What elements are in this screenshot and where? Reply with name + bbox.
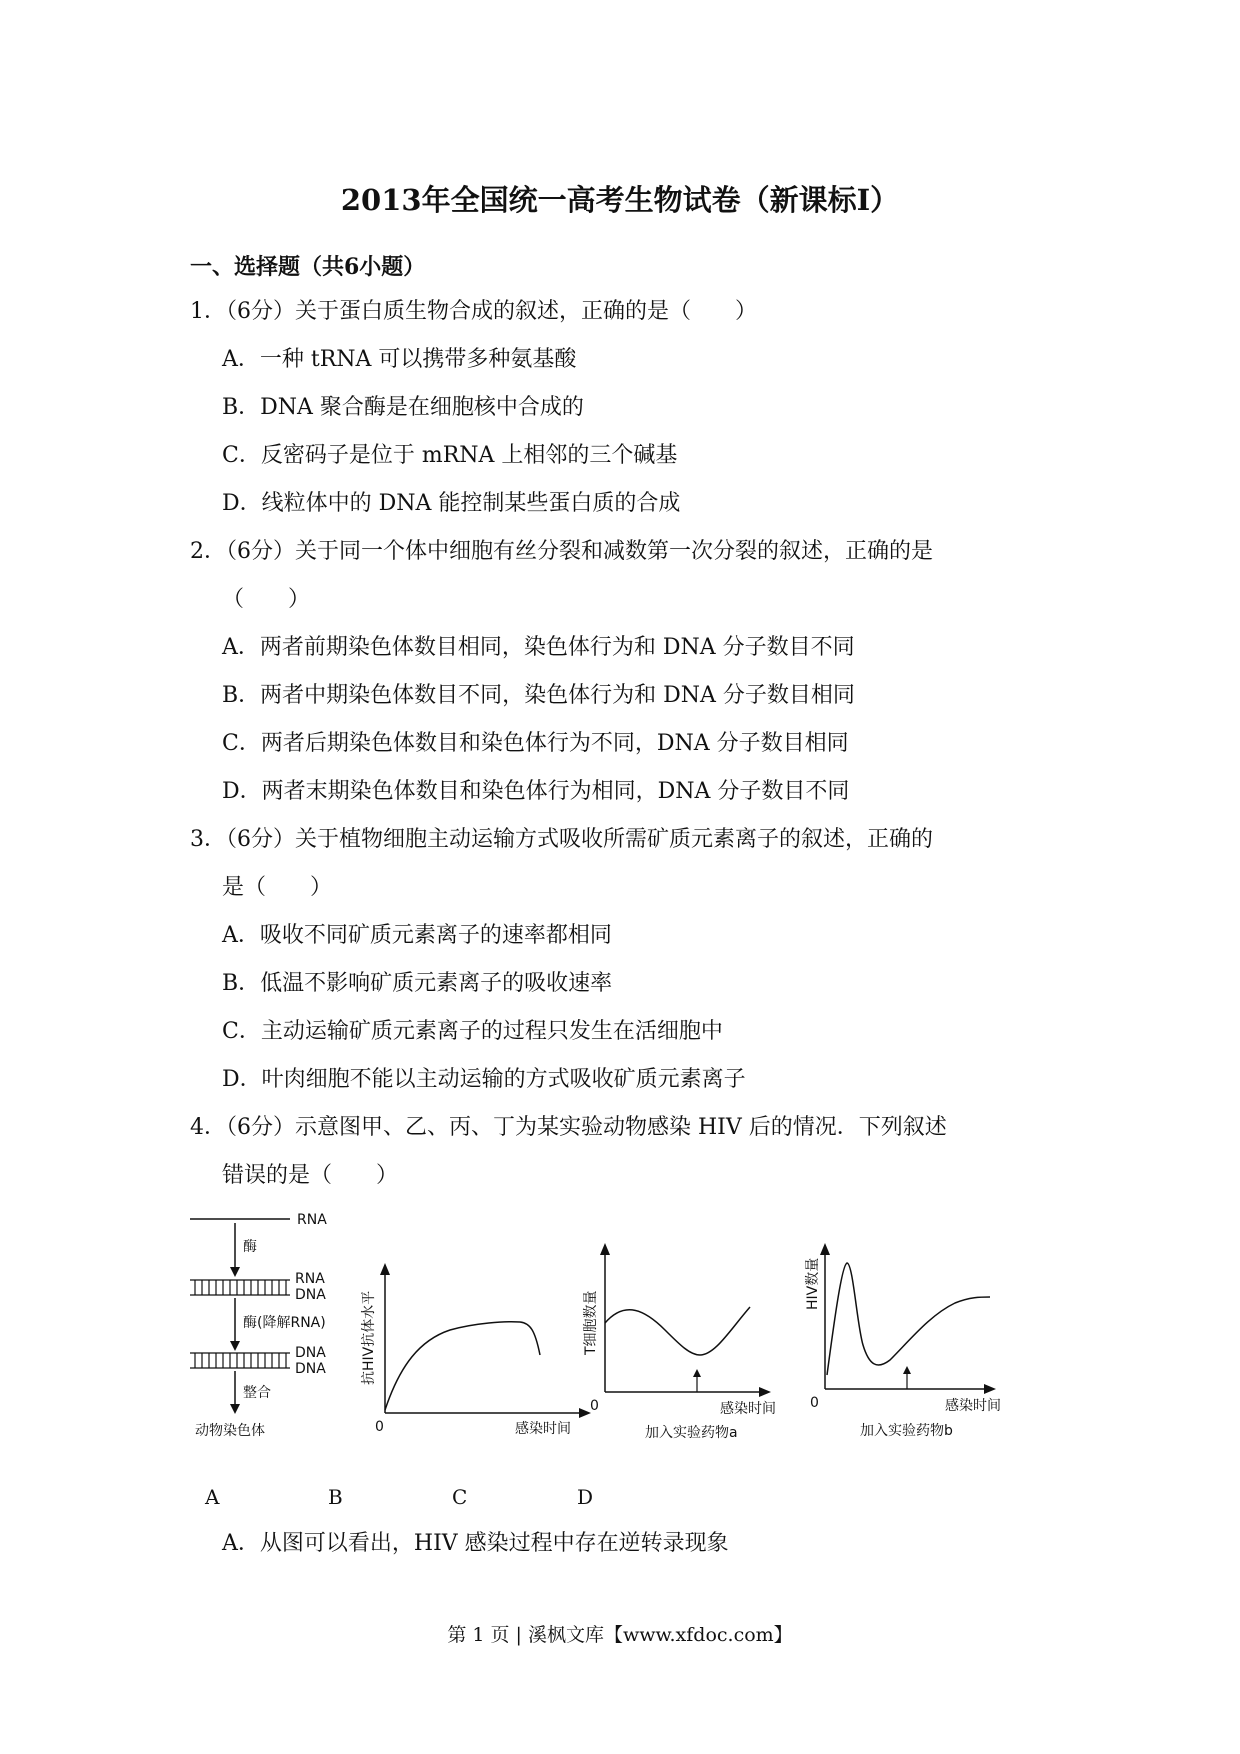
page-footer: 第 1 页 | 溪枫文库【www.xfdoc.com】 (447, 1624, 793, 1646)
question-3-option-d: D．叶肉细胞不能以主动运输的方式吸收矿质元素离子 (222, 1067, 746, 1092)
question-4-option-a: A．从图可以看出，HIV 感染过程中存在逆转录现象 (222, 1531, 729, 1556)
figure-b-chart (360, 1263, 591, 1437)
dna-double-strand (190, 1353, 290, 1368)
question-3-stem: 3．（6分）关于植物细胞主动运输方式吸收所需矿质元素离子的叙述，正确的 (190, 827, 933, 852)
question-2-stem: 2．（6分）关于同一个体中细胞有丝分裂和减数第一次分裂的叙述，正确的是 (190, 539, 933, 564)
figure-a-rna-strand-label: RNA (295, 1271, 325, 1287)
question-1-option-a: A．一种 tRNA 可以携带多种氨基酸 (222, 347, 577, 372)
arrow-down-icon (230, 1267, 240, 1277)
figure-d-origin: 0 (810, 1395, 819, 1411)
figure-d-chart (804, 1243, 1001, 1439)
axis-arrow-icon (759, 1387, 771, 1397)
hiv-figures (185, 1205, 1055, 1465)
axis-arrow-icon (380, 1263, 390, 1275)
figure-c-chart (582, 1243, 776, 1441)
figure-a-diagram (190, 1212, 327, 1439)
figure-a-dna-strand-label: DNA (295, 1287, 326, 1303)
figure-a-enzyme-label: 酶 (243, 1239, 257, 1255)
question-2-option-b: B．两者中期染色体数目不同，染色体行为和 DNA 分子数目相同 (222, 683, 855, 708)
figure-a-chromosome-label: 动物染色体 (195, 1423, 265, 1439)
figure-a-dna-strand-label-3: DNA (295, 1361, 326, 1377)
question-4-stem-cont: 错误的是（ ） (222, 1163, 399, 1188)
question-3-stem-cont: 是（ ） (222, 875, 333, 900)
figure-c-origin: 0 (590, 1398, 599, 1414)
figure-label-a: A (205, 1485, 220, 1509)
question-3-option-b: B．低温不影响矿质元素离子的吸收速率 (222, 971, 613, 996)
figure-c-note: 加入实验药物a (645, 1425, 738, 1441)
figure-a-integrate-label: 整合 (243, 1385, 271, 1401)
question-2-option-d: D．两者末期染色体数目和染色体行为相同，DNA 分子数目不同 (222, 779, 850, 804)
section-heading: 一、选择题（共6小题） (190, 254, 426, 280)
question-1-option-d: D．线粒体中的 DNA 能控制某些蛋白质的合成 (222, 491, 681, 516)
figure-d-xlabel: 感染时间 (945, 1398, 1001, 1414)
page-title: 2013年全国统一高考生物试卷（新课标Ⅰ） (340, 183, 900, 217)
hiv-curve (827, 1263, 990, 1375)
question-1-option-b: B．DNA 聚合酶是在细胞核中合成的 (222, 395, 584, 420)
rna-dna-hybrid (190, 1280, 290, 1295)
question-1-option-c: C．反密码子是位于 mRNA 上相邻的三个碱基 (222, 443, 678, 468)
figure-a-dna-strand-label-2: DNA (295, 1345, 326, 1361)
t-cell-curve (605, 1307, 750, 1355)
figure-b-origin: 0 (375, 1419, 384, 1435)
figure-a-enzyme-degrade-label: 酶(降解RNA) (243, 1315, 326, 1331)
question-2-option-c: C．两者后期染色体数目和染色体行为不同，DNA 分子数目相同 (222, 731, 849, 756)
arrow-down-icon (230, 1404, 240, 1414)
figure-b-xlabel: 感染时间 (515, 1421, 571, 1437)
question-4-stem: 4．（6分）示意图甲、乙、丙、丁为某实验动物感染 HIV 后的情况．下列叙述 (190, 1115, 947, 1140)
axis-arrow-icon (984, 1384, 996, 1394)
figure-label-b: B (328, 1485, 343, 1509)
question-3-option-a: A．吸收不同矿质元素离子的速率都相同 (222, 923, 612, 948)
axis-arrow-icon (820, 1243, 830, 1255)
figure-c-xlabel: 感染时间 (720, 1401, 776, 1417)
axis-arrow-icon (600, 1243, 610, 1255)
antibody-curve (385, 1322, 540, 1410)
question-3-option-c: C．主动运输矿质元素离子的过程只发生在活细胞中 (222, 1019, 723, 1044)
figure-c-ylabel: T细胞数量 (583, 1290, 599, 1355)
question-1-stem: 1．（6分）关于蛋白质生物合成的叙述，正确的是（ ） (190, 299, 757, 324)
question-2-option-a: A．两者前期染色体数目相同，染色体行为和 DNA 分子数目不同 (222, 635, 855, 660)
figure-a-rna-label: RNA (297, 1212, 327, 1228)
arrow-up-icon (693, 1369, 701, 1377)
figure-d-ylabel: HIV数量 (805, 1257, 821, 1310)
figure-label-d: D (577, 1485, 594, 1509)
figure-label-c: C (452, 1485, 468, 1509)
arrow-up-icon (903, 1366, 911, 1374)
figure-d-note: 加入实验药物b (860, 1423, 953, 1439)
question-2-stem-cont: （ ） (222, 587, 311, 612)
figure-b-ylabel: 抗HIV抗体水平 (361, 1290, 377, 1385)
arrow-down-icon (230, 1341, 240, 1351)
